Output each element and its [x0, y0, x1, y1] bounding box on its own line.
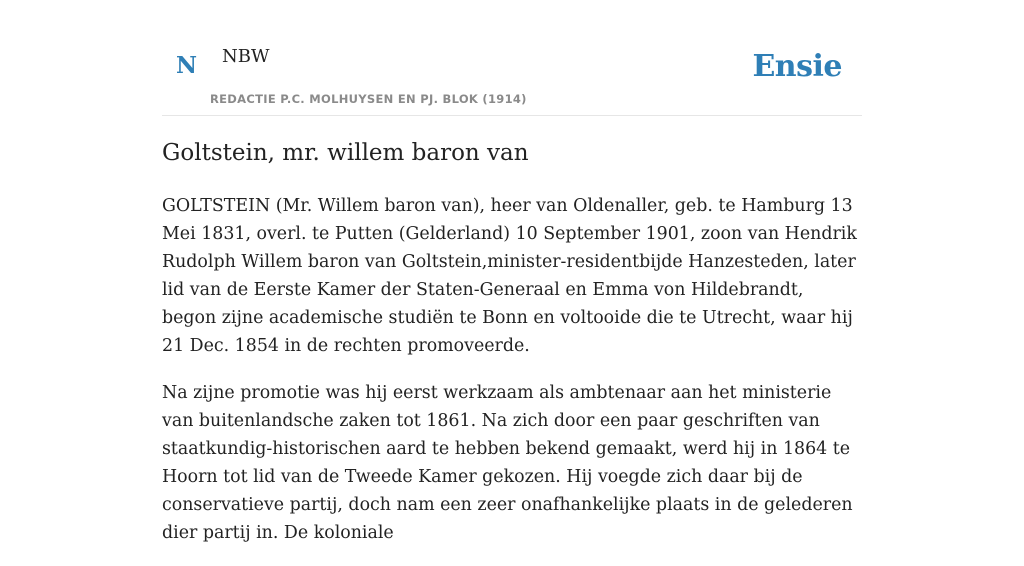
- brand-logo-link[interactable]: Ensie: [752, 49, 842, 84]
- article-body: [162, 192, 862, 566]
- article-title: Goltstein, mr. willem baron van: [162, 140, 529, 166]
- page: [162, 0, 862, 543]
- article-paragraph: GOLTSTEIN (Mr. Willem baron van), heer van Oldenaller, geb. te Hamburg 13 Mei 1831, overl. te Putten (Gelderland) 10 September 1901, zoon van Hendrik Rudolph Willem baron van Goltstein,minister-residentbijde Hanzesteden, later lid van de Eerste Kamer der Staten-Generaal en Emma von Hildebrandt, begon zijne academische studiën te Bonn en voltooide die te Utrecht, waar hij 21 Dec. 1854 in de rechten promoveerde.: [162, 196, 857, 356]
- source-name[interactable]: NBW: [222, 46, 270, 67]
- article-paragraph: Na zijne promotie was hij eerst werkzaam als ambtenaar aan het ministerie van buitenlandsche zaken tot 1861. Na zich door een paar geschriften van staatkundig-historischen aard te hebben bekend gemaakt, werd hij in 1864 te Hoorn tot lid van de Tweede Kamer gekozen. Hij voegde zich daar bij de conservatieve partij, doch nam een zeer onafhankelijke plaats in de gelederen dier partij in. De koloniale: [162, 383, 853, 543]
- source-subtitle: REDACTIE P.C. MOLHUYSEN EN PJ. BLOK (1914): [210, 92, 527, 106]
- source-logo[interactable]: N: [176, 52, 198, 79]
- header: [162, 0, 862, 116]
